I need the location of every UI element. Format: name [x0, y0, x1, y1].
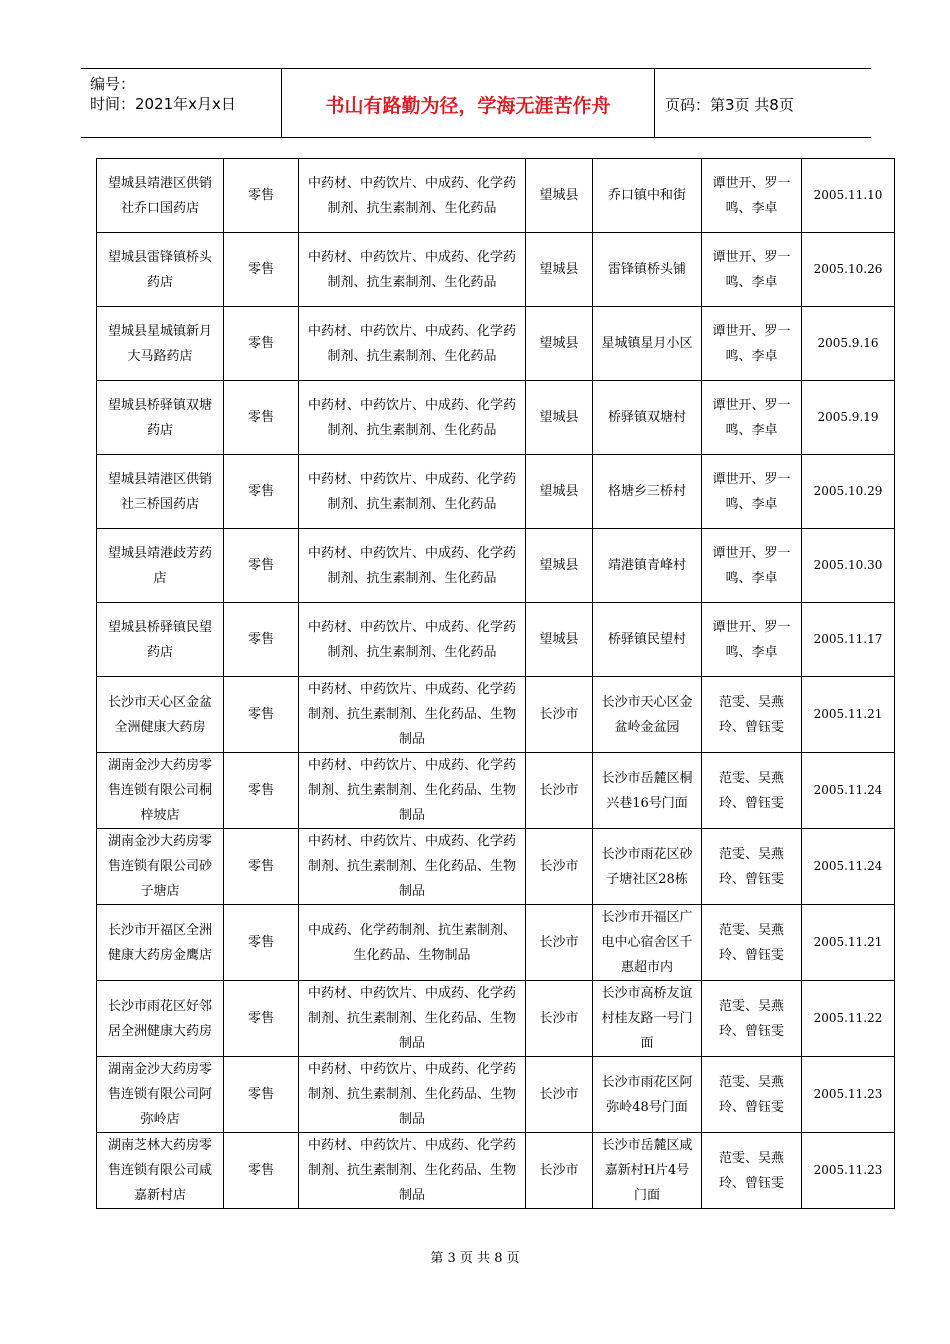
inspectors-cell: 谭世开、罗一鸣、李卓: [702, 455, 802, 529]
business-scope-cell: 中药材、中药饮片、中成药、化学药制剂、抗生素制剂、生化药品: [299, 307, 526, 381]
county-cell: 望城县: [526, 233, 593, 307]
date-cell: 2005.10.30: [802, 529, 895, 603]
county-cell: 望城县: [526, 603, 593, 677]
date-cell: 2005.11.24: [802, 829, 895, 905]
motto: 书山有路勤为径，学海无涯苦作舟: [325, 95, 611, 117]
header-meta: [81, 69, 282, 137]
address-cell: 格塘乡三桥村: [593, 455, 702, 529]
table-row: [97, 159, 895, 233]
table-body: [97, 159, 895, 1209]
store-name-cell: 湖南金沙大药房零售连锁有限公司桐梓坡店: [97, 753, 224, 829]
table-row: [97, 529, 895, 603]
table-row: [97, 753, 895, 829]
table-row: [97, 677, 895, 753]
date-cell: 2005.9.16: [802, 307, 895, 381]
business-type-cell: 零售: [224, 307, 299, 381]
business-scope-cell: 中药材、中药饮片、中成药、化学药制剂、抗生素制剂、生化药品: [299, 529, 526, 603]
table-row: [97, 233, 895, 307]
county-cell: 长沙市: [526, 753, 593, 829]
table-row: [97, 307, 895, 381]
store-name-cell: 湖南金沙大药房零售连锁有限公司阿弥岭店: [97, 1057, 224, 1133]
address-cell: 长沙市雨花区砂子塘社区28栋: [593, 829, 702, 905]
county-cell: 望城县: [526, 455, 593, 529]
store-name-cell: 湖南金沙大药房零售连锁有限公司砂子塘店: [97, 829, 224, 905]
date-cell: 2005.11.17: [802, 603, 895, 677]
inspectors-cell: 谭世开、罗一鸣、李卓: [702, 381, 802, 455]
business-scope-cell: 中药材、中药饮片、中成药、化学药制剂、抗生素制剂、生化药品: [299, 455, 526, 529]
county-cell: 长沙市: [526, 981, 593, 1057]
date-cell: 2005.11.21: [802, 677, 895, 753]
business-type-cell: 零售: [224, 159, 299, 233]
page-code: 页码：第3页 共8页: [665, 96, 794, 114]
county-cell: 长沙市: [526, 1057, 593, 1133]
store-name-cell: 望城县靖港区供销社三桥国药店: [97, 455, 224, 529]
date-cell: 2005.11.21: [802, 905, 895, 981]
business-scope-cell: 中药材、中药饮片、中成药、化学药制剂、抗生素制剂、生化药品、生物制品: [299, 753, 526, 829]
address-cell: 乔口镇中和街: [593, 159, 702, 233]
county-cell: 长沙市: [526, 905, 593, 981]
business-type-cell: 零售: [224, 829, 299, 905]
inspectors-cell: 谭世开、罗一鸣、李卓: [702, 603, 802, 677]
address-cell: 长沙市岳麓区咸嘉新村H片4号门面: [593, 1133, 702, 1209]
header-motto-cell: [282, 69, 655, 137]
date-cell: 2005.10.29: [802, 455, 895, 529]
page-header: [81, 68, 871, 138]
store-name-cell: 望城县靖港区供销社乔口国药店: [97, 159, 224, 233]
business-type-cell: 零售: [224, 233, 299, 307]
business-type-cell: 零售: [224, 677, 299, 753]
number-label: 编号：: [90, 75, 136, 93]
table-row: [97, 603, 895, 677]
business-scope-cell: 中成药、化学药制剂、抗生素制剂、生化药品、生物制品: [299, 905, 526, 981]
inspectors-cell: 范雯、吴燕玲、曾钰雯: [702, 829, 802, 905]
time-label: 时间：2021年x月x日: [90, 95, 236, 113]
store-name-cell: 望城县桥驿镇双塘药店: [97, 381, 224, 455]
inspectors-cell: 谭世开、罗一鸣、李卓: [702, 529, 802, 603]
table-row: [97, 829, 895, 905]
table-row: [97, 981, 895, 1057]
inspectors-cell: 谭世开、罗一鸣、李卓: [702, 233, 802, 307]
county-cell: 长沙市: [526, 1133, 593, 1209]
address-cell: 长沙市开福区广电中心宿舍区千惠超市内: [593, 905, 702, 981]
table-row: [97, 1057, 895, 1133]
county-cell: 望城县: [526, 529, 593, 603]
business-scope-cell: 中药材、中药饮片、中成药、化学药制剂、抗生素制剂、生化药品: [299, 159, 526, 233]
date-cell: 2005.11.23: [802, 1057, 895, 1133]
business-scope-cell: 中药材、中药饮片、中成药、化学药制剂、抗生素制剂、生化药品: [299, 381, 526, 455]
business-type-cell: 零售: [224, 1057, 299, 1133]
inspectors-cell: 范雯、吴燕玲、曾钰雯: [702, 1133, 802, 1209]
inspectors-cell: 谭世开、罗一鸣、李卓: [702, 307, 802, 381]
store-name-cell: 望城县桥驿镇民望药店: [97, 603, 224, 677]
business-type-cell: 零售: [224, 981, 299, 1057]
table-row: [97, 381, 895, 455]
store-name-cell: 湖南芝林大药房零售连锁有限公司咸嘉新村店: [97, 1133, 224, 1209]
business-scope-cell: 中药材、中药饮片、中成药、化学药制剂、抗生素制剂、生化药品: [299, 603, 526, 677]
table-row: [97, 455, 895, 529]
address-cell: 长沙市岳麓区桐兴巷16号门面: [593, 753, 702, 829]
address-cell: 桥驿镇民望村: [593, 603, 702, 677]
county-cell: 长沙市: [526, 677, 593, 753]
address-cell: 长沙市天心区金盆岭金盆园: [593, 677, 702, 753]
address-cell: 雷锋镇桥头铺: [593, 233, 702, 307]
date-cell: 2005.10.26: [802, 233, 895, 307]
inspectors-cell: 范雯、吴燕玲、曾钰雯: [702, 677, 802, 753]
business-scope-cell: 中药材、中药饮片、中成药、化学药制剂、抗生素制剂、生化药品、生物制品: [299, 1057, 526, 1133]
business-scope-cell: 中药材、中药饮片、中成药、化学药制剂、抗生素制剂、生化药品: [299, 233, 526, 307]
business-type-cell: 零售: [224, 529, 299, 603]
page-footer: 第 3 页 共 8 页: [430, 1251, 520, 1266]
store-name-cell: 长沙市天心区金盆全洲健康大药房: [97, 677, 224, 753]
business-scope-cell: 中药材、中药饮片、中成药、化学药制剂、抗生素制剂、生化药品、生物制品: [299, 1133, 526, 1209]
table-row: [97, 905, 895, 981]
business-type-cell: 零售: [224, 1133, 299, 1209]
store-name-cell: 长沙市雨花区好邻居全洲健康大药房: [97, 981, 224, 1057]
county-cell: 长沙市: [526, 829, 593, 905]
county-cell: 望城县: [526, 307, 593, 381]
county-cell: 望城县: [526, 381, 593, 455]
date-cell: 2005.9.19: [802, 381, 895, 455]
date-cell: 2005.11.22: [802, 981, 895, 1057]
business-scope-cell: 中药材、中药饮片、中成药、化学药制剂、抗生素制剂、生化药品、生物制品: [299, 677, 526, 753]
address-cell: 长沙市雨花区阿弥岭48号门面: [593, 1057, 702, 1133]
inspectors-cell: 谭世开、罗一鸣、李卓: [702, 159, 802, 233]
store-name-cell: 长沙市开福区全洲健康大药房金鹰店: [97, 905, 224, 981]
business-type-cell: 零售: [224, 603, 299, 677]
business-type-cell: 零售: [224, 381, 299, 455]
store-name-cell: 望城县靖港歧芳药店: [97, 529, 224, 603]
inspectors-cell: 范雯、吴燕玲、曾钰雯: [702, 753, 802, 829]
address-cell: 靖港镇青峰村: [593, 529, 702, 603]
pharmacy-table: [96, 158, 895, 1209]
business-type-cell: 零售: [224, 753, 299, 829]
header-page-cell: [655, 69, 871, 137]
table-row: [97, 1133, 895, 1209]
business-scope-cell: 中药材、中药饮片、中成药、化学药制剂、抗生素制剂、生化药品、生物制品: [299, 981, 526, 1057]
county-cell: 望城县: [526, 159, 593, 233]
business-type-cell: 零售: [224, 905, 299, 981]
address-cell: 桥驿镇双塘村: [593, 381, 702, 455]
address-cell: 星城镇星月小区: [593, 307, 702, 381]
date-cell: 2005.11.23: [802, 1133, 895, 1209]
business-scope-cell: 中药材、中药饮片、中成药、化学药制剂、抗生素制剂、生化药品、生物制品: [299, 829, 526, 905]
store-name-cell: 望城县雷锋镇桥头药店: [97, 233, 224, 307]
business-type-cell: 零售: [224, 455, 299, 529]
date-cell: 2005.11.24: [802, 753, 895, 829]
store-name-cell: 望城县星城镇新月大马路药店: [97, 307, 224, 381]
inspectors-cell: 范雯、吴燕玲、曾钰雯: [702, 905, 802, 981]
date-cell: 2005.11.10: [802, 159, 895, 233]
address-cell: 长沙市高桥友谊村桂友路一号门面: [593, 981, 702, 1057]
inspectors-cell: 范雯、吴燕玲、曾钰雯: [702, 1057, 802, 1133]
inspectors-cell: 范雯、吴燕玲、曾钰雯: [702, 981, 802, 1057]
